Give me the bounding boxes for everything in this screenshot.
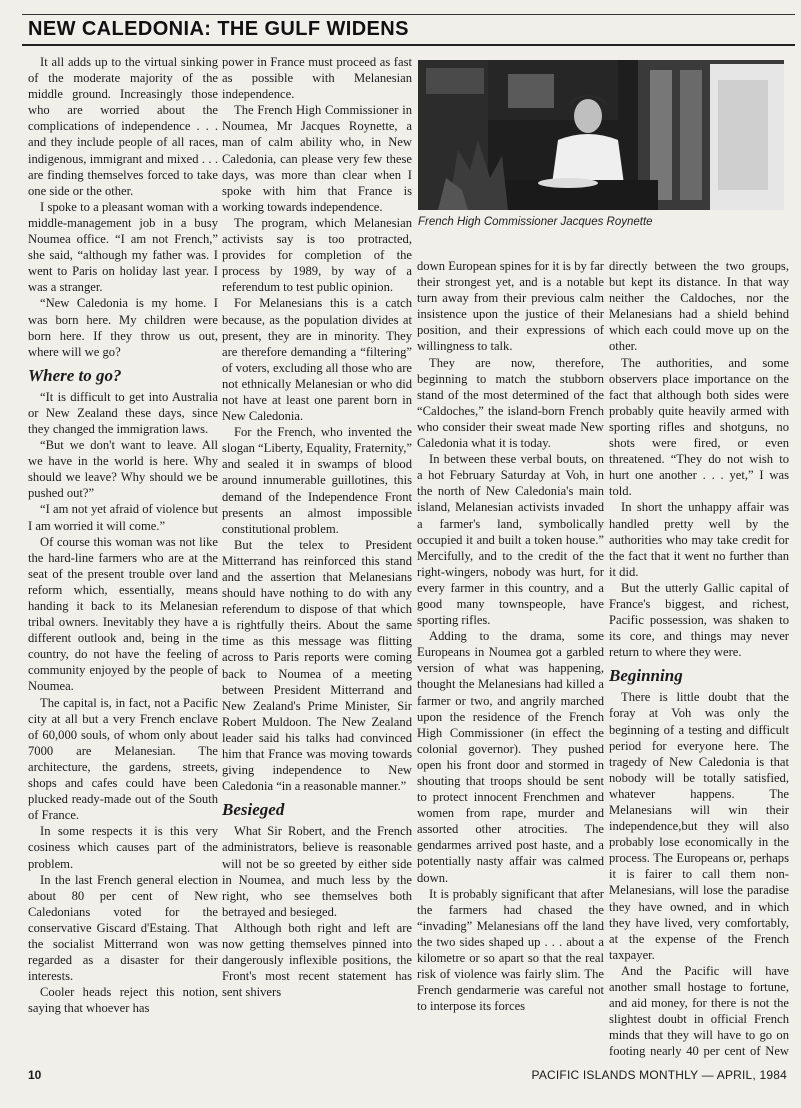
section-heading-beginning: Beginning (609, 666, 683, 686)
paragraph: “New Caledonia is my home. I was born here. My children were born here. If they throw us out, where will we go? (28, 296, 218, 359)
paragraph: “But we don't want to leave. All we have in the world is here. Why should we leave? Why should we be pushed out?” (28, 438, 218, 501)
paragraph: “I am not yet afraid of violence but I am worried it will come.” (28, 502, 218, 533)
paragraph: In short the unhappy affair was handled pretty well by the authorities who may take credit for the fact that it went no further than it did. (609, 500, 789, 579)
paragraph: directly between the two groups, but kept its distance. In that way neither the Caldoches, nor the Melanesians had a shield behind which each could move up on the other. (609, 259, 789, 354)
paragraph: “It is difficult to get into Australia or New Zealand these days, since they changed the immigration laws. (28, 389, 218, 436)
paragraph: The capital is, in fact, not a Pacific city at all but a very French enclave of 60,000 souls, of whom only about 7000 are Melanesian. The architecture, the gardens, streets, shops and cafes could have been plucked ready-made out of the South of France. (28, 695, 218, 823)
paragraph: For Melanesians this is a catch because, as the population divides at present, they are in minority. They are therefore demanding a “filtering” of voters, excluding all those who are not ethnically Melanesian or who did not have at least one parent born in New Caledonia. (222, 296, 412, 424)
photo-caption: French High Commissioner Jacques Roynette (418, 216, 653, 228)
paragraph: Of course this woman was not like the hard-line farmers who are at the seat of the present trouble over land reform which, essentially, means handing it back to its Melanesian tribal owners. Inevitably they have a different outlook and, being in the country, do not have the feeling of community enjoyed by the people of Noumea. (28, 534, 218, 694)
section-heading-besieged: Besieged (222, 800, 285, 820)
paragraph: The authorities, and some observers place importance on the fact that although both sides were probably quite heavily armed with sporting rifles and shotguns, no shots were fired, or even threatened. “They do not wish to hurt one another . . . yet,” I was told. (609, 355, 789, 499)
headline-rule (22, 44, 795, 46)
section-heading-where-to-go: Where to go? (28, 365, 122, 385)
paragraph: They are now, therefore, beginning to match the stubborn stand of the most determined of the “Caldoches,” the island-born French who consider their sweat made New Caledonia what it is today. (417, 355, 604, 451)
paragraph: In the last French general election about 80 per cent of New Caledonians voted for the conservative Giscard d'Estaing. That the socialist Mitterrand won was regarded as a disaster for their interests. (28, 872, 218, 984)
paragraph: And the Pacific will have another small hostage to fortune, and aid money, for there is not the slightest doubt in official French minds that they will have to go on footing nearly 40 per cent of New (609, 963, 789, 1059)
paragraph: The program, which Melanesian activists say is too protracted, provides for completion of the process by 1989, by way of a referendum to test public opinion. (222, 215, 412, 295)
article-headline: NEW CALEDONIA: THE GULF WIDENS (28, 18, 409, 40)
article-column-3 (417, 258, 604, 1062)
page-number: 10 (28, 1068, 42, 1082)
paragraph: power in France must proceed as fast as possible with Melanesian independence. (222, 55, 412, 102)
paragraph: In between these verbal bouts, on a hot February Saturday at Voh, in the north of New Caledonia's main island, Melanesian activists invaded a farmer's land, symbolically occupied it and built a token house.” Mercifully, and to the credit of the right-wingers, nobody was hurt, for every farmer in this country, and a good many townspeople, have sporting rifles. (417, 452, 604, 628)
article-column-2 (222, 54, 412, 1062)
paragraph: There is little doubt that the foray at Voh was only the beginning of a testing and difficult period for everyone here. The tragedy of New Caledonia is that nobody will be totally satisfied, whatever happens. The Melanesians will win their independence,but they will also probably lose economically in the process. The Europeans or, perhaps it is fairer to call them non-Melanesians, will lose the paradise they have owned, and in which they have lived, very comfortably, at the expense of the French taxpayer. (609, 690, 789, 962)
article-column-4 (609, 258, 789, 1062)
paragraph: For the French, who invented the slogan “Liberty, Equality, Fraternity,” and sealed it in swamps of blood around innumerable guillotines, this demand of the Independence Front presents an almost impossible constitutional problem. (222, 425, 412, 536)
paragraph: down European spines for it is by far their strongest yet, and is a notable turn away from their previous calm insistence upon the justice of their position, and their expressions of willingness to talk. (417, 259, 604, 354)
publication-footer: PACIFIC ISLANDS MONTHLY — APRIL, 1984 (531, 1068, 787, 1082)
paragraph: Cooler heads reject this notion, saying that whoever has (28, 985, 218, 1016)
paragraph: What Sir Robert, and the French administrators, believe is reasonable will not be so greeted by either side in Noumea, and much less by the right, who see themselves both betrayed and besieged. (222, 824, 412, 919)
paragraph: But the telex to President Mitterrand has reinforced this stand and the assertion that Melanesians should have nothing to do with any referendum to dispose of that which is rightfully theirs. About the same time as this message was flitting across to Paris reports were coming back to Noumea of a meeting between President Mitterrand and New Zealand's Prime Minister, Sir Robert Muldoon. The New Zealand leader said his talks had convinced him that France was moving towards giving independence to New Caledonia “in a reasonable manner.” (222, 537, 412, 794)
paragraph: Although both right and left are now getting themselves pinned into dangerously inflexible positions, the Front's most recent statement has sent shivers (222, 920, 412, 1000)
paragraph: The French High Commissioner in Noumea, Mr Jacques Roynette, a man of calm ability who, in New Caledonia, can please very few these days, was more than clear when I spoke with him that France is working towards independence. (222, 103, 412, 214)
paragraph: It is probably significant that after the farmers had chased the “invading” Melanesians off the land the two sides shaped up . . . about a kilometre or so apart so that the real risk of violence was fairly slim. The French gendarmerie was careful not to interpose its forces (417, 886, 604, 1014)
commissioner-photo (418, 60, 784, 210)
paragraph: It all adds up to the virtual sinking of the moderate majority of the middle ground. Increasingly those who are worried about the complications of independence . . . and they include people of all races, indigenous, immigrant and mixed . . . are finding themselves forced to take one side or the other. (28, 55, 218, 198)
top-rule (22, 14, 795, 15)
paragraph: I spoke to a pleasant woman with a middle-management job in a busy Noumea office. “I am not French,” she said, “although my father was. I went to Paris on holiday last year. I was a stranger. (28, 199, 218, 295)
article-column-1 (28, 54, 218, 1062)
paragraph: But the utterly Gallic capital of France's biggest, and richest, Pacific possession, was shaken to its core, and things may never return to where they were. (609, 580, 789, 660)
paragraph: In some respects it is this very cosiness which causes part of the problem. (28, 824, 218, 871)
paragraph: Adding to the drama, some Europeans in Noumea got a garbled version of what was happening, thought the Melanesians had killed a farmer or two, and angrily marched upon the residence of the French High Commissioner (in effect the colonial governor). They pushed open his front door and stormed in shouting that troops should be sent to protect innocent Frenchmen and women from rape, murder and assorted other atrocities. The gendarmes arrived post haste, and a potentially nasty affair was calmed down. (417, 629, 604, 885)
